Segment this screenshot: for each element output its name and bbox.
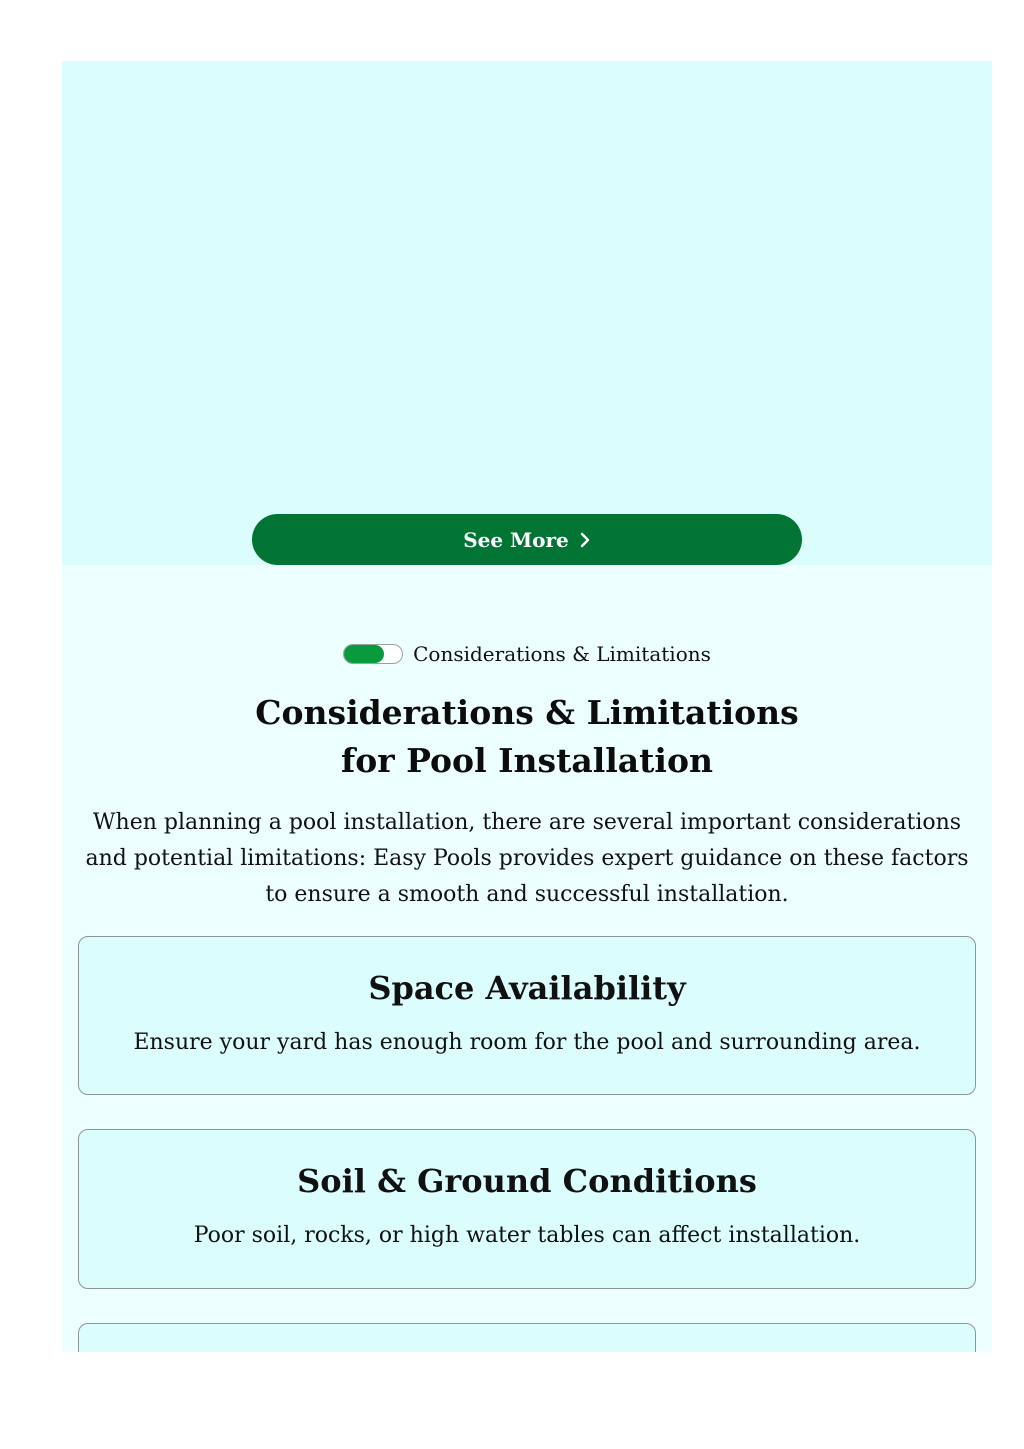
section-title-line2: for Pool Installation xyxy=(341,741,713,780)
card-soil-ground-conditions xyxy=(78,1129,976,1289)
section-eyebrow xyxy=(62,641,992,667)
card-title: Space Availability xyxy=(368,969,686,1007)
section-title xyxy=(217,689,837,785)
card-title: Soil & Ground Conditions xyxy=(297,1162,757,1200)
chevron-right-icon xyxy=(579,532,591,548)
toggle-fill xyxy=(344,645,384,663)
card-space-availability xyxy=(78,936,976,1095)
see-more-label: See More xyxy=(463,527,569,552)
hero-panel xyxy=(62,61,992,565)
card-text: Ensure your yard has enough room for the pool and surrounding area. xyxy=(133,1030,921,1055)
section-intro: When planning a pool installation, there are several important considerations and potential limitations: Easy Pools provides expert guidance on these factors to ensure a smooth and successful installation. xyxy=(85,810,969,907)
eyebrow-label: Considerations & Limitations xyxy=(413,642,711,666)
card-partial xyxy=(78,1323,976,1352)
page-frame xyxy=(62,61,992,1352)
see-more-button[interactable] xyxy=(252,514,802,565)
consideration-cards xyxy=(78,936,976,1352)
section-toggle[interactable] xyxy=(343,644,403,664)
considerations-section xyxy=(62,565,992,913)
card-text: Poor soil, rocks, or high water tables can affect installation. xyxy=(193,1223,861,1248)
section-title-line1: Considerations & Limitations xyxy=(255,693,799,732)
